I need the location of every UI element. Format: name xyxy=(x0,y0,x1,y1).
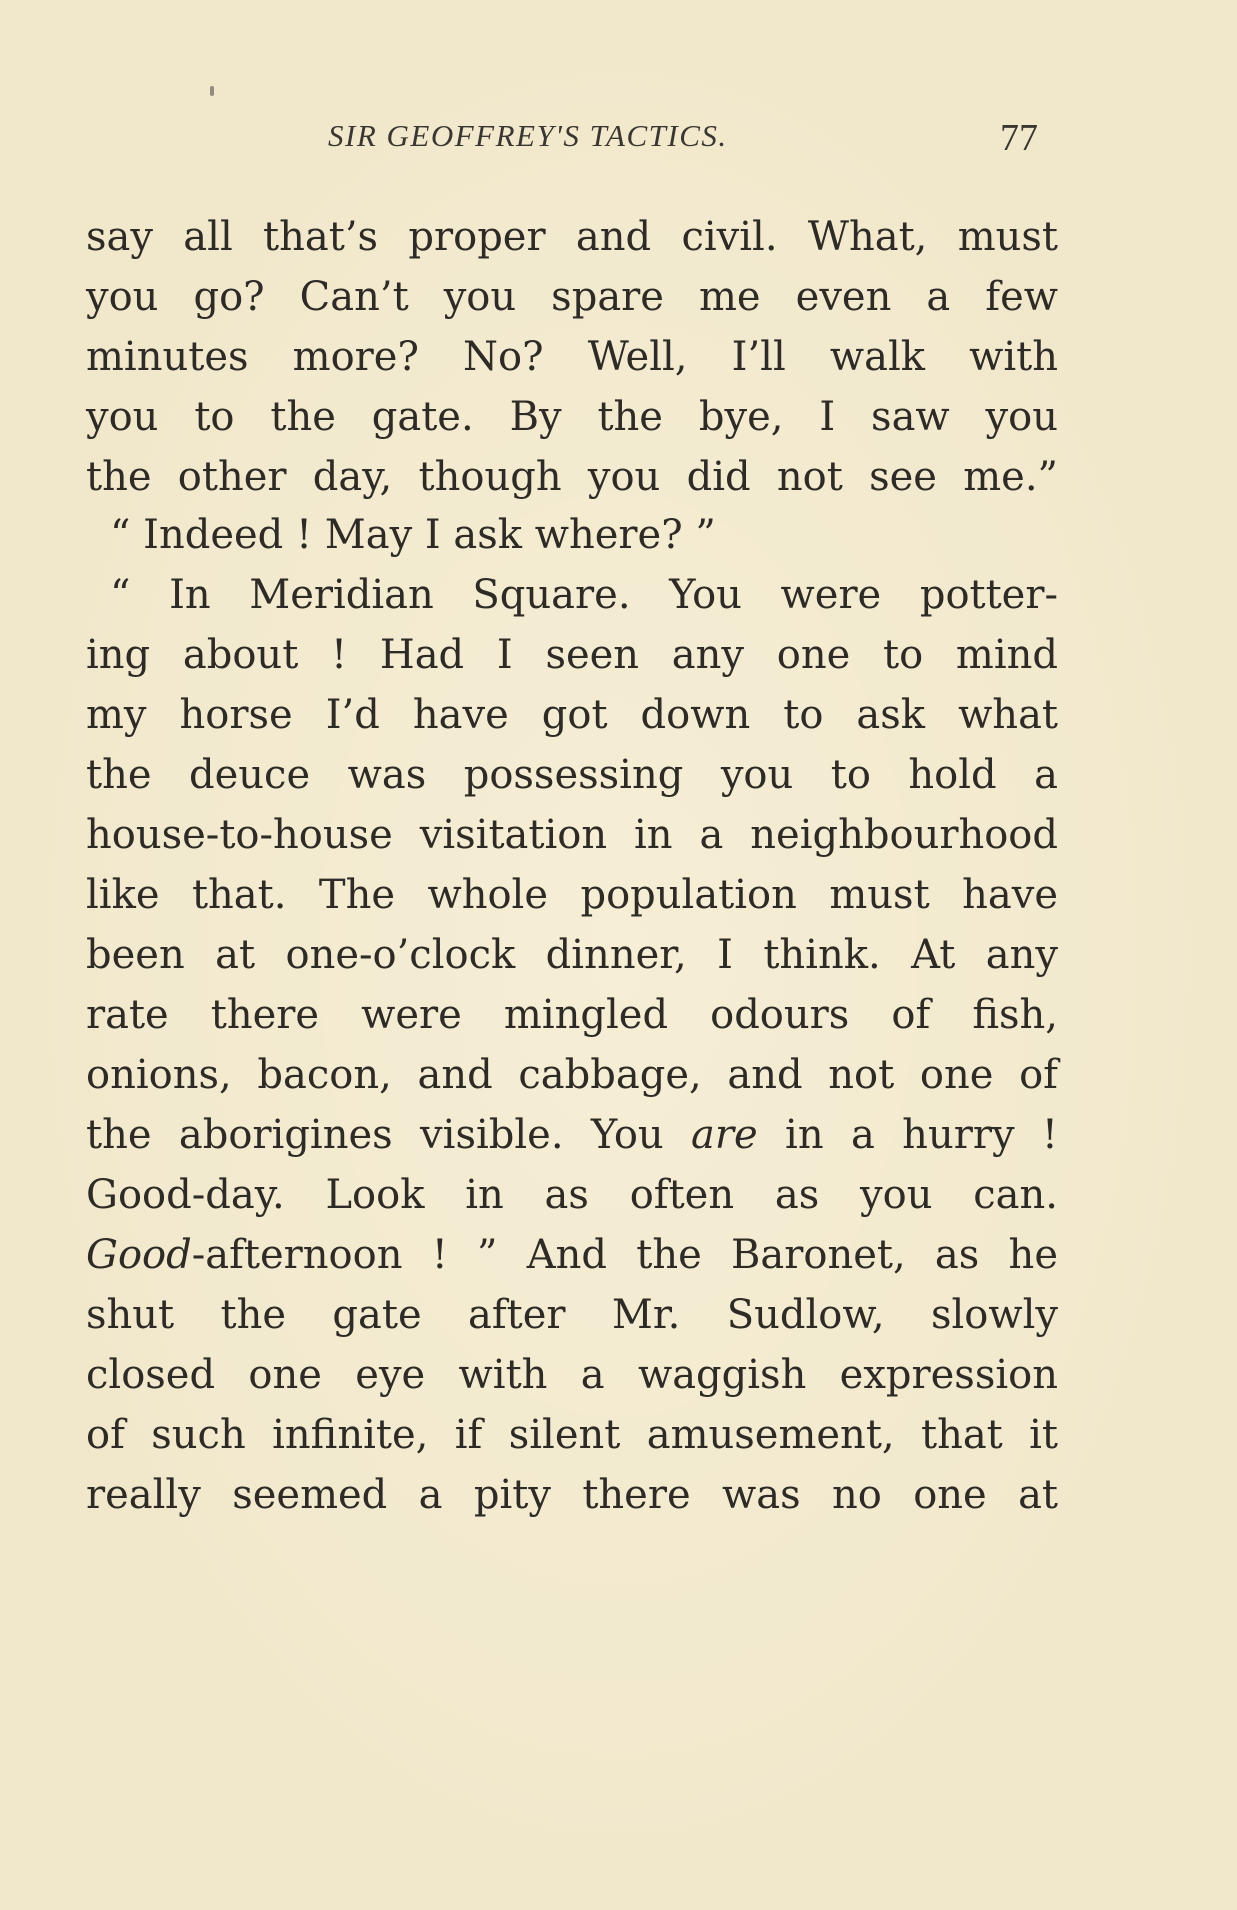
ink-speck xyxy=(210,86,214,96)
text-line-2: you go? Can’t you spare me even a few xyxy=(86,274,1058,320)
text-line-15: onions, bacon, and cabbage, and not one of xyxy=(86,1052,1058,1098)
text-line-12: like that. The whole population must have xyxy=(86,872,1058,918)
text-line-14: rate there were mingled odours of fish, xyxy=(86,992,1058,1038)
text-line-5: the other day, though you did not see me.” xyxy=(86,454,1058,500)
text-line-22: really seemed a pity there was no one at xyxy=(86,1472,1058,1518)
text-line-11: house-to-house visitation in a neighbourhood xyxy=(86,812,1058,858)
text-line-10: the deuce was possessing you to hold a xyxy=(86,752,1058,798)
text-line-1: say all that’s proper and civil. What, must xyxy=(86,214,1058,260)
text-line-7: “ In Meridian Square. You were potter- xyxy=(110,572,1058,618)
text-segment: in a hurry ! xyxy=(757,1112,1058,1158)
text-line-16 xyxy=(86,1110,1058,1160)
text-line-21: of such infinite, if silent amusement, that it xyxy=(86,1412,1058,1458)
text-line-18 xyxy=(86,1230,1058,1280)
text-segment: the aborigines visible. You xyxy=(86,1112,692,1158)
text-line-6: “ Indeed ! May I ask where? ” xyxy=(110,512,716,558)
text-line-17: Good-day. Look in as often as you can. xyxy=(86,1172,1058,1218)
running-head: SIR GEOFFREY'S TACTICS. xyxy=(328,118,728,153)
text-line-3: minutes more? No? Well, I’ll walk with xyxy=(86,334,1058,380)
text-line-20: closed one eye with a waggish expression xyxy=(86,1352,1058,1398)
italic-emphasis: Good xyxy=(86,1232,192,1278)
text-line-4: you to the gate. By the bye, I saw you xyxy=(86,394,1058,440)
page-number: 77 xyxy=(1000,117,1038,159)
text-line-9: my horse I’d have got down to ask what xyxy=(86,692,1058,738)
text-segment: -afternoon ! ” And the Baronet, as he xyxy=(191,1232,1058,1278)
text-line-13: been at one-o’clock dinner, I think. At any xyxy=(86,932,1058,978)
text-line-8: ing about ! Had I seen any one to mind xyxy=(86,632,1058,678)
text-line-19: shut the gate after Mr. Sudlow, slowly xyxy=(86,1292,1058,1338)
italic-emphasis: are xyxy=(691,1112,758,1158)
